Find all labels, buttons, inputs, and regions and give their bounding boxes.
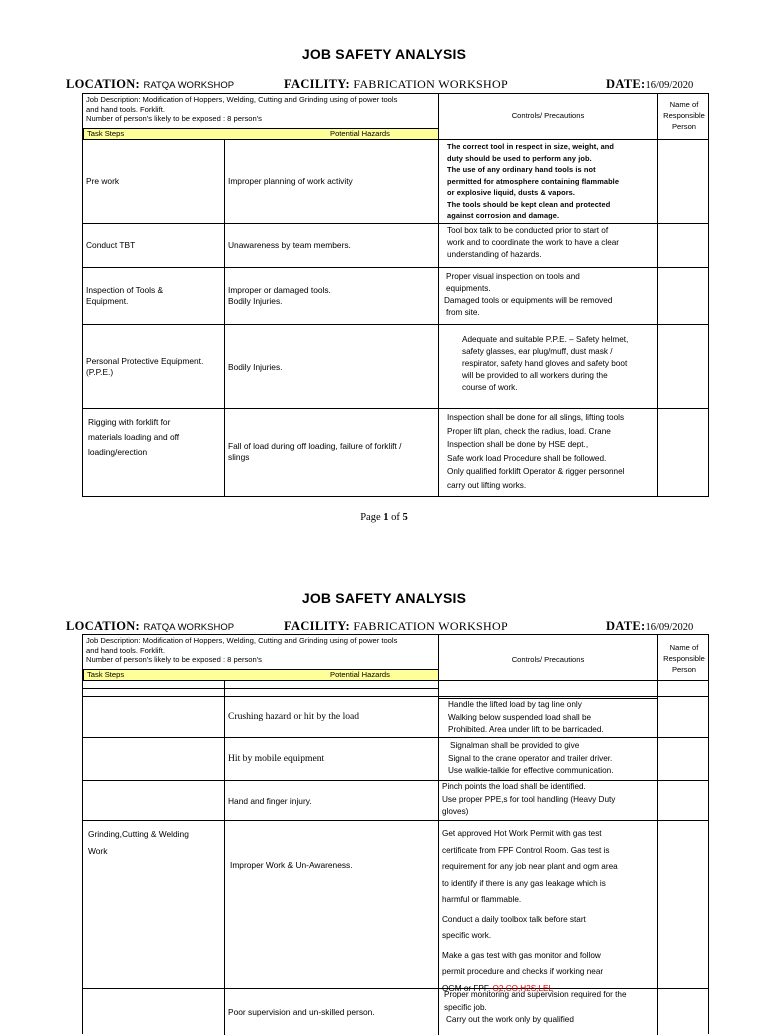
hazard-bodily-injuries: Bodily Injuries. [228,362,283,372]
hazard-improper-work: Improper Work & Un-Awareness. [230,860,353,870]
page-footer: Page 1 of 5 [360,512,408,523]
hazard-unawareness: Unawareness by team members. [228,240,351,250]
job-description: Job Description: Modification of Hoppers, Welding, Cutting and Grinding using of power tools and hand tools. Forklift. Number of person's likely to be exposed : 8 person's [83,635,438,669]
task-step-rigging: Rigging with forklift for materials loading and off loading/erection [88,417,180,457]
col-controls: Controls/ Precautions [511,111,585,120]
task-step-pre-work: Pre work [86,176,120,186]
date-value: 16/09/2020 [645,80,694,91]
col-task-steps: Task Steps [87,129,125,138]
controls-conduct-tbt: Tool box talk to be conducted prior to start of work and to coordinate the work to have a clear understanding of hazards. [447,226,620,259]
column-headers [83,128,439,140]
document-title: JOB SAFETY ANALYSIS [301,46,467,62]
controls-rigging: Inspection shall be done for all slings, lifting tools Proper lift plan, check the radius, load. Crane Inspection shall be done by HSE dept., Safe work load Procedure shall be followed. Only qualified forklift Operator & rigger personnel carry out lifting works. [447,413,625,490]
date-field: DATE:16/09/2020 [606,77,694,91]
facility-value: FABRICATION WORKSHOP [353,77,508,91]
controls-ppe: Adequate and suitable P.P.E. – Safety helmet, safety glasses, ear plug/muff, dust mask / respirator, safety hand gloves and safety boot will be provided to all workers during the course of work. [462,335,629,392]
document-title: JOB SAFETY ANALYSIS [301,590,467,606]
controls-hand-finger: Pinch points the load shall be identified. Use proper PPE,s for tool handling (Heavy Duty gloves) [442,782,616,816]
col-task-steps: Task Steps [87,670,125,679]
facility-value: FABRICATION WORKSHOP [353,619,508,633]
col-potential-hazards: Potential Hazards [330,670,390,679]
facility-field: FACILITY: FABRICATION WORKSHOP [284,77,508,91]
controls-crushing: Handle the lifted load by tag line only Walking below suspended load shall be Prohibited. Area under lift to be barricaded. [448,700,604,734]
controls-poor-supervision: Proper monitoring and supervision required for the specific job. Carry out the work only by qualified [444,990,627,1024]
task-step-inspection: Inspection of Tools & Equipment. [86,285,164,306]
facility-field: FACILITY: FABRICATION WORKSHOP [284,619,508,633]
jsa-table-page-2 [82,634,709,1034]
task-step-grinding: Grinding,Cutting & Welding Work [88,829,189,856]
date-field: DATE:16/09/2020 [606,619,694,633]
col-controls: Controls/ Precautions [511,655,585,664]
hazard-improper-planning: Improper planning of work activity [228,176,353,186]
controls-pre-work: The correct tool in respect in size, weight, and duty should be used to perform any job. The use of any ordinary hand tools is not permitted for atmosphere containing flammable or explosive liquid, dusts & vapors. The tools should be kept clean and protected against corrosion and damage. [447,142,620,220]
header-info-row [0,77,768,93]
header-info-row [0,619,768,635]
controls-grinding: Get approved Hot Work Permit with gas test certificate from FPF Control Room. Gas test is requirement for any job near plant and ogm area to identify if there is any gas leakage which is harmful or flammable. Conduct a daily toolbox talk before start specific work. Make a gas test with gas monitor and follow permit procedure and checks if working near OGM or FPF. O2,CO,H2S,LEL [442,829,618,993]
hazard-poor-supervision: Poor supervision and un-skilled person. [228,1007,375,1017]
col-responsible: Name of Responsible Person [663,100,705,131]
location-value: RATQA WORKSHOP [143,622,235,633]
hazard-crushing: Crushing hazard or hit by the load [228,711,360,722]
col-potential-hazards: Potential Hazards [330,129,390,138]
location-field: LOCATION: RATQA WORKSHOP [66,619,235,633]
persons-exposed: Number of person's likely to be exposed : 8 person's [86,114,262,123]
task-step-ppe: Personal Protective Equipment. (P.P.E.) [86,356,204,377]
date-value: 16/09/2020 [645,622,694,633]
hazard-damaged-tools: Improper or damaged tools. Bodily Injuries. [228,285,331,306]
jsa-table-page-1 [82,93,709,497]
document-page-2 [0,560,768,1030]
hazard-hand-finger: Hand and finger injury. [228,796,312,806]
controls-inspection: Proper visual inspection on tools and equipments. Damaged tools or equipments will be removed from site. [444,272,613,317]
job-description: Job Description: Modification of Hoppers, Welding, Cutting and Grinding using of power tools and hand tools. Forklift. Number of person's likely to be exposed : 8 person's [83,94,438,128]
controls-mobile-equipment: Signalman shall be provided to give Signal to the crane operator and trailer driver. Use walkie-talkie for effective communication. [448,741,614,775]
persons-exposed: Number of person's likely to be exposed : 8 person's [86,655,262,664]
column-headers [83,669,439,681]
gas-list-red: O2,CO,H2S,LEL [492,983,554,993]
task-step-conduct-tbt: Conduct TBT [86,240,136,250]
location-value: RATQA WORKSHOP [143,80,235,91]
hazard-fall-of-load: Fall of load during off loading, failure of forklift / slings [228,441,402,462]
location-field: LOCATION: RATQA WORKSHOP [66,77,235,91]
col-responsible: Name of Responsible Person [663,643,705,674]
hazard-mobile-equipment: Hit by mobile equipment [228,753,325,764]
